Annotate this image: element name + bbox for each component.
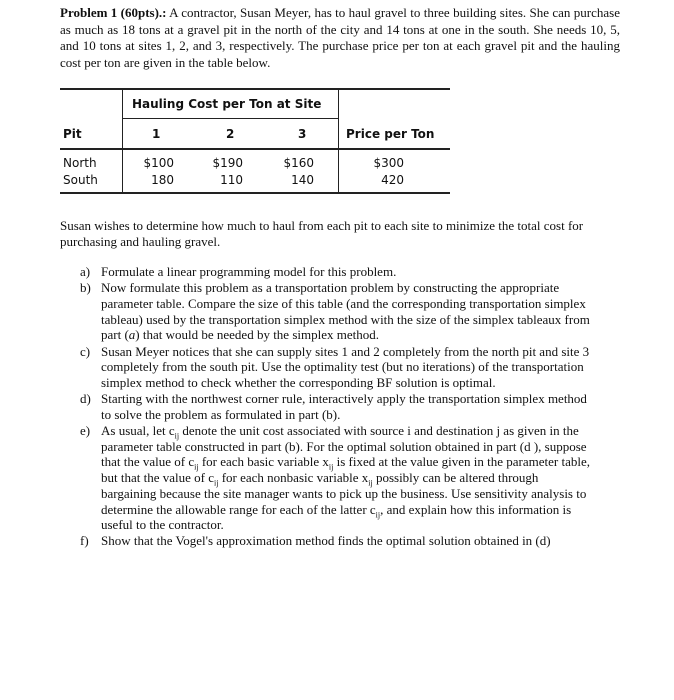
part-a-text: Formulate a linear programming model for this problem.: [101, 264, 397, 279]
parts-list: [80, 264, 590, 550]
cost-north-3: $160: [283, 156, 314, 170]
price-header: Price per Ton: [346, 127, 435, 141]
part-e-text: As usual, let $c_{ij}$ denote the unit cost associated with source i and destination j as given in the parameter table constructed in part (b). For the optimal solution obtained in part (d ), suppose that the value of $c_{ij}$ for each basic variable $x_{ij}$ is fixed at the value given in the parameter table, but that the value of $c_{ij}$ for each nonbasic variable $x_{ij}$ possibly can be altered through bargaining because the site manager wants to pick up the business. Use sensitivity analysis to determine the allowable range for each of the latter $c_{ij}$, and explain how this information is useful to the contractor.: [101, 423, 590, 533]
table-divider-right: [338, 88, 339, 194]
part-d-text: Starting with the northwest corner rule, interactively apply the transportation simplex method to solve the problem as formulated in part (b).: [101, 391, 587, 422]
pit-header: Pit: [63, 127, 82, 141]
problem-title: Problem 1 (60pts).:: [60, 5, 167, 20]
price-south: 420: [381, 173, 404, 187]
table-header-rule: [60, 148, 450, 150]
hauling-cost-header: Hauling Cost per Ton at Site: [132, 97, 322, 111]
cost-south-2: 110: [220, 173, 243, 187]
table-divider-left: [122, 88, 123, 194]
part-d: [80, 391, 590, 422]
table-group-rule: [122, 118, 338, 119]
part-c: [80, 344, 590, 391]
cost-south-3: 140: [291, 173, 314, 187]
part-b-text: Now formulate this problem as a transportation problem by constructing the appropriate parameter table. Compare the size of this table (and the corresponding transportation simplex tableau) used by the transportation simplex method with the size of the simplex tableaux from part (a) that would be needed by the simplex method.: [101, 280, 590, 343]
cost-south-1: 180: [151, 173, 174, 187]
problem-intro: [60, 5, 620, 71]
part-e: [80, 423, 590, 533]
part-a-label: a): [80, 264, 91, 279]
pit-north: North: [63, 156, 97, 170]
part-b-label: b): [80, 280, 91, 296]
cost-north-2: $190: [212, 156, 243, 170]
table-bottom-rule: [60, 192, 450, 194]
part-a: [80, 264, 590, 280]
part-f-text: Show that the Vogel's approximation method finds the optimal solution obtained in (d): [101, 533, 551, 549]
table-top-rule: [60, 88, 450, 90]
question-text: Susan wishes to determine how much to haul from each pit to each site to minimize the total cost for purchasing and hauling gravel.: [60, 218, 584, 249]
problem-intro-text: A contractor, Susan Meyer, has to haul gravel to three building sites. She can purchase as much as 18 tons at a gravel pit in the north of the city and 14 tons at one in the south. She needs 10, 5, and 10 tons at sites 1, 2, and 3, respectively. The purchase price per ton at each gravel pit and the hauling cost per ton are given in the table below.: [60, 5, 620, 70]
part-c-label: c): [80, 343, 91, 359]
cost-table: [60, 88, 450, 194]
part-f-label: f): [80, 533, 89, 549]
pit-south: South: [63, 173, 98, 187]
price-north: $300: [373, 156, 404, 170]
cost-north-1: $100: [143, 156, 174, 170]
part-b: [80, 280, 590, 343]
site-3-header: 3: [298, 127, 307, 141]
site-1-header: 1: [152, 127, 161, 141]
part-c-text: Susan Meyer notices that she can supply sites 1 and 2 completely from the north pit and site 3 completely from the south pit. Use the optimality test (but no iterations) of the transportation simplex method to check whether the corresponding BF solution is optimal.: [101, 343, 590, 390]
part-d-label: d): [80, 391, 91, 407]
part-f: [80, 533, 590, 549]
part-e-label: e): [80, 423, 91, 439]
site-2-header: 2: [226, 127, 235, 141]
